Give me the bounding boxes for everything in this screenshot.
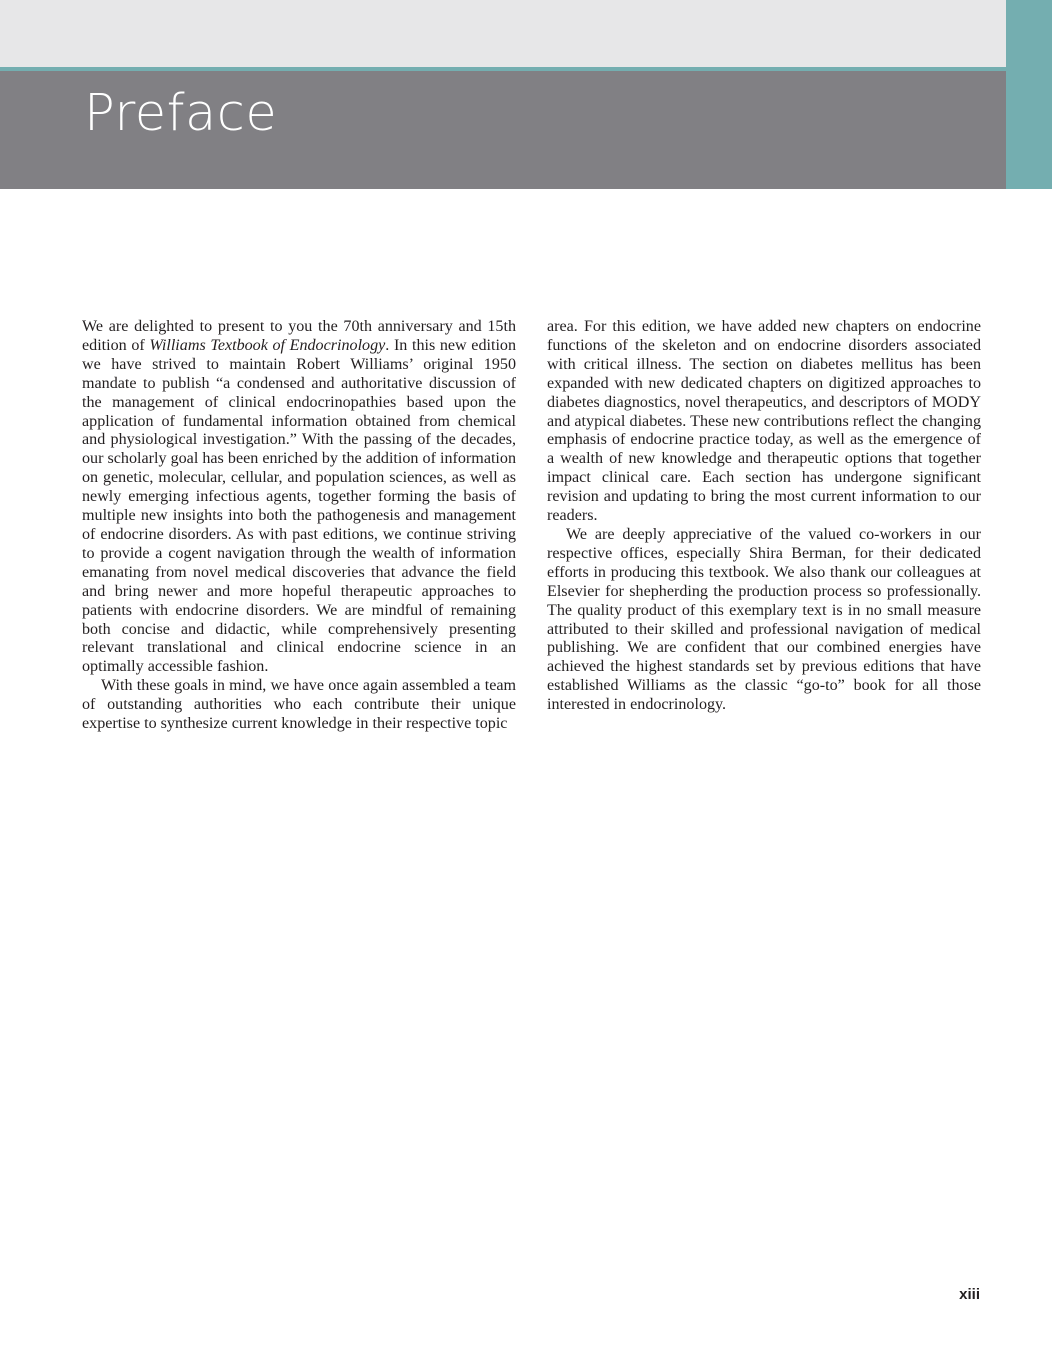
paragraph-acknowledgments: We are deeply appreciative of the valued co-workers in our respective offices, especially Shira Berman, for their dedicated efforts in producing this textbook. We also thank our colleagues at Elsevier for shepherding the production process so professionally. The quality product of this exemplary text is in no small measure attributed to their skilled and professional navigation of medical publishing. We are confident that our combined energies have achieved the highest standards set by previous editions that have established Williams as the classic “go-to” book for all those interested in endocrinology. bbox=[547, 525, 981, 714]
page-title: Preface bbox=[84, 84, 278, 143]
intro-text-start: We are delighted to present to you the 70th anniversary and 15th edition of bbox=[82, 318, 516, 354]
paragraph-intro bbox=[82, 318, 516, 677]
body-column-right bbox=[547, 318, 981, 715]
header-top-strip bbox=[0, 0, 1006, 67]
intro-text-rest: . In this new edition we have strived to maintain Robert Williams’ original 1950 mandate to publish “a condensed and authoritative discussion of the management of clinical endocrinopathies based upon the application of fundamental information obtained from chemical and physiological investigation.” With the passing of the decades, our scholarly goal has been enriched by the addition of information on genetic, molecular, cellular, and population sciences, as well as newly emerging infectious agents, together forming the basis of multiple new insights into both the pathogenesis and management of endocrine disorders. As with past editions, we continue striving to provide a cogent navigation through the wealth of information emanating from novel medical discoveries that advance the field and bring newer and more hopeful therapeutic approaches to patients with endocrine disorders. We are mindful of remaining both concise and didactic, while comprehensively presenting relevant translational and clinical endocrine science in an optimally accessible fashion. bbox=[82, 336, 517, 676]
page-number: xiii bbox=[959, 1286, 980, 1303]
book-title: Williams Textbook of Endocrinology bbox=[149, 336, 386, 354]
paragraph-goals: With these goals in mind, we have once again assembled a team of outstanding authorities who each contribute their unique expertise to synthesize current knowledge in their respective topic bbox=[82, 677, 516, 733]
chapter-tab-marker bbox=[1006, 0, 1052, 189]
body-column-left bbox=[82, 318, 516, 734]
paragraph-goals-continued: area. For this edition, we have added new chapters on endocrine functions of the skeleton and on endocrine disorders associated with critical illness. The section on diabetes mellitus has been expanded with new dedicated chapters on digitized approaches to diabetes diagnostics, novel therapeutics, and descriptors of MODY and atypical diabetes. These new contributions reflect the changing emphasis of endocrine practice today, as well as the emergence of a wealth of new knowledge and therapeutic options that together impact clinical care. Each section has undergone significant revision and updating to bring the most current information to our readers. bbox=[547, 318, 981, 525]
